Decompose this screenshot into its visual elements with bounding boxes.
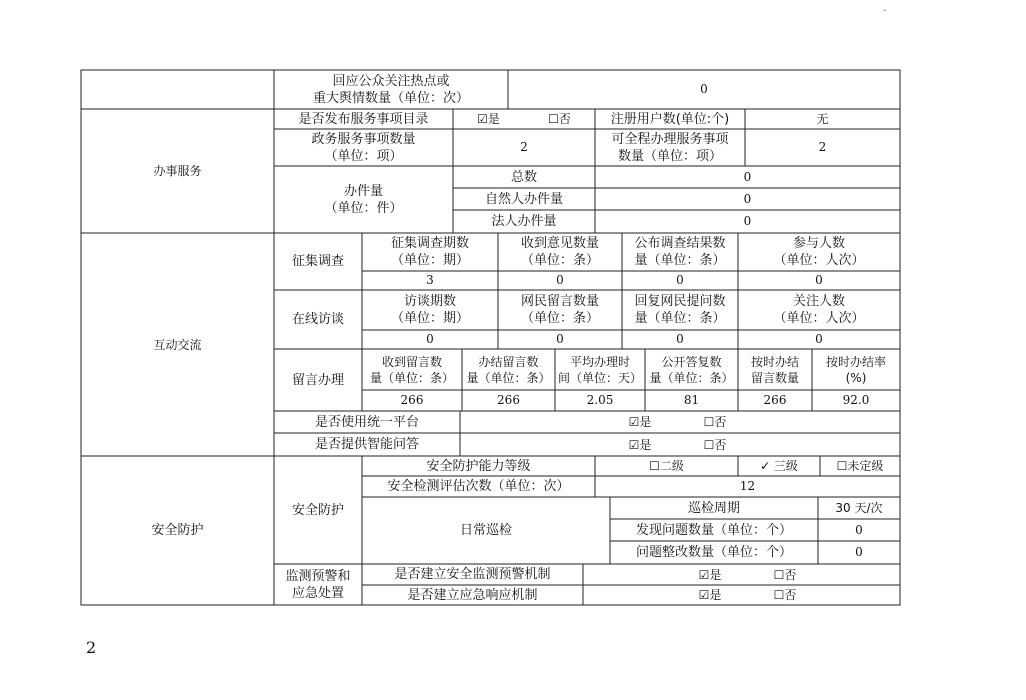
message-value-public-replies: 81 — [683, 393, 700, 407]
service-catalog-label: 是否发布服务事项目录 — [298, 111, 429, 127]
monitoring-emergency-label: 监测预警和 应急处置 — [285, 568, 351, 601]
cases-legal-label: 法人办件量 — [491, 214, 557, 229]
office-service-section-label: 办事服务 — [153, 164, 202, 178]
unified-platform-yes-checkbox: ☑是 — [628, 415, 652, 429]
survey-header-participants: 参与人数 （单位：人次） — [773, 236, 865, 268]
level-option-2-checkbox: ☐二级 — [649, 459, 684, 473]
message-value-avg-time: 2.05 — [586, 393, 614, 407]
online-items-label: 可全程办理服务事项 数量（单位：项） — [611, 131, 729, 164]
cases-legal-value: 0 — [743, 214, 752, 228]
cases-total-label: 总数 — [510, 169, 537, 185]
security-protection-label: 安全防护 — [291, 502, 344, 518]
emergency-mechanism-yes-checkbox: ☑是 — [698, 588, 722, 602]
message-header-received: 收到留言数 量（单位：条） — [369, 354, 454, 385]
message-header-public-replies: 公开答复数 量（单位：条） — [649, 354, 734, 385]
monitor-mechanism-no-checkbox: ☐否 — [773, 567, 797, 582]
monitor-mechanism-yes-checkbox: ☑是 — [698, 567, 722, 582]
interview-header-replies: 回复网民提问数 量（单位：条） — [634, 294, 726, 326]
interview-value-periods: 0 — [426, 332, 434, 346]
survey-value-participants: 0 — [815, 273, 823, 287]
cases-total-value: 0 — [743, 169, 752, 184]
issues-found-label: 发现问题数量（单位：个） — [635, 522, 792, 538]
smart-qa-no-checkbox: ☐否 — [703, 437, 727, 452]
survey-value-opinions: 0 — [556, 273, 564, 287]
message-value-ontime-count: 266 — [763, 393, 787, 407]
emergency-mechanism-label: 是否建立应急响应机制 — [407, 587, 538, 603]
unified-platform-label: 是否使用统一平台 — [314, 414, 419, 430]
unified-platform-no-checkbox: ☐否 — [703, 415, 727, 429]
cases-natural-label: 自然人办件量 — [484, 191, 563, 207]
patrol-cycle-label: 巡检周期 — [687, 500, 740, 516]
message-value-received: 266 — [400, 393, 424, 407]
registered-users-label: 注册用户数(单位:个) — [610, 111, 730, 127]
service-catalog-yes-checkbox: ☑是 — [477, 112, 500, 126]
patrol-cycle-value: 30 天/次 — [835, 501, 883, 515]
survey-value-results: 0 — [676, 273, 684, 287]
survey-header-results: 公布调查结果数 量（单位：条） — [634, 236, 726, 268]
cases-natural-value: 0 — [743, 191, 752, 206]
interview-value-replies: 0 — [676, 332, 684, 346]
monitor-mechanism-label: 是否建立安全监测预警机制 — [394, 567, 551, 582]
interview-header-followers: 关注人数 （单位：人次） — [773, 294, 865, 326]
interaction-section-label: 互动交流 — [153, 337, 202, 352]
online-items-value: 2 — [818, 140, 827, 154]
protection-level-label: 安全防护能力等级 — [426, 458, 531, 474]
service-catalog-no-checkbox: ☐否 — [548, 112, 571, 126]
daily-patrol-label: 日常巡检 — [459, 523, 512, 538]
issues-found-value: 0 — [855, 522, 863, 537]
interview-value-messages: 0 — [556, 332, 564, 346]
emergency-mechanism-no-checkbox: ☐否 — [773, 588, 797, 602]
message-value-ontime-rate: 92.0 — [842, 393, 870, 407]
issues-fixed-value: 0 — [855, 545, 863, 559]
public-concern-value: 0 — [700, 82, 708, 96]
level-option-undetermined-checkbox: ☐未定级 — [836, 459, 884, 473]
interview-label: 在线访谈 — [291, 312, 344, 327]
corner-mark: - — [883, 5, 887, 16]
service-items-value: 2 — [520, 140, 528, 154]
issues-fixed-label: 问题整改数量（单位：个） — [635, 545, 792, 560]
assessment-count-label: 安全检测评估次数（单位：次） — [387, 479, 570, 494]
interview-value-followers: 0 — [815, 332, 823, 346]
assessment-count-value: 12 — [739, 479, 756, 493]
interview-header-messages: 网民留言数量 （单位：条） — [520, 294, 599, 326]
security-section-label: 安全防护 — [151, 523, 204, 538]
message-header-ontime-count: 按时办结 留言数量 — [750, 354, 799, 385]
public-concern-label: 回应公众关注热点或 重大舆情数量（单位：次） — [312, 73, 469, 106]
survey-label: 征集调查 — [291, 254, 344, 269]
page-number: 2 — [86, 638, 97, 657]
cases-label: 办件量 （单位：件） — [324, 183, 403, 216]
message-handling-label: 留言办理 — [291, 372, 344, 388]
interview-header-periods: 访谈期数 （单位：期） — [390, 294, 469, 326]
survey-value-periods: 3 — [426, 273, 434, 287]
message-header-ontime-rate: 按时办结率 (%) — [825, 354, 886, 385]
smart-qa-yes-checkbox: ☑是 — [628, 437, 652, 452]
registered-users-value: 无 — [816, 112, 829, 126]
message-value-closed: 266 — [497, 393, 520, 407]
message-header-avg-time: 平均办理时 间（单位：天） — [557, 354, 642, 385]
level-option-3-checkbox: ✓ 三级 — [760, 459, 798, 473]
message-header-closed: 办结留言数 量（单位：条） — [466, 354, 551, 385]
survey-header-periods: 征集调查期数 （单位：期） — [390, 236, 469, 268]
service-items-label: 政务服务事项数量 （单位：项） — [311, 131, 416, 164]
smart-qa-label: 是否提供智能问答 — [314, 437, 419, 452]
survey-header-opinions: 收到意见数量 （单位：条） — [520, 236, 599, 268]
